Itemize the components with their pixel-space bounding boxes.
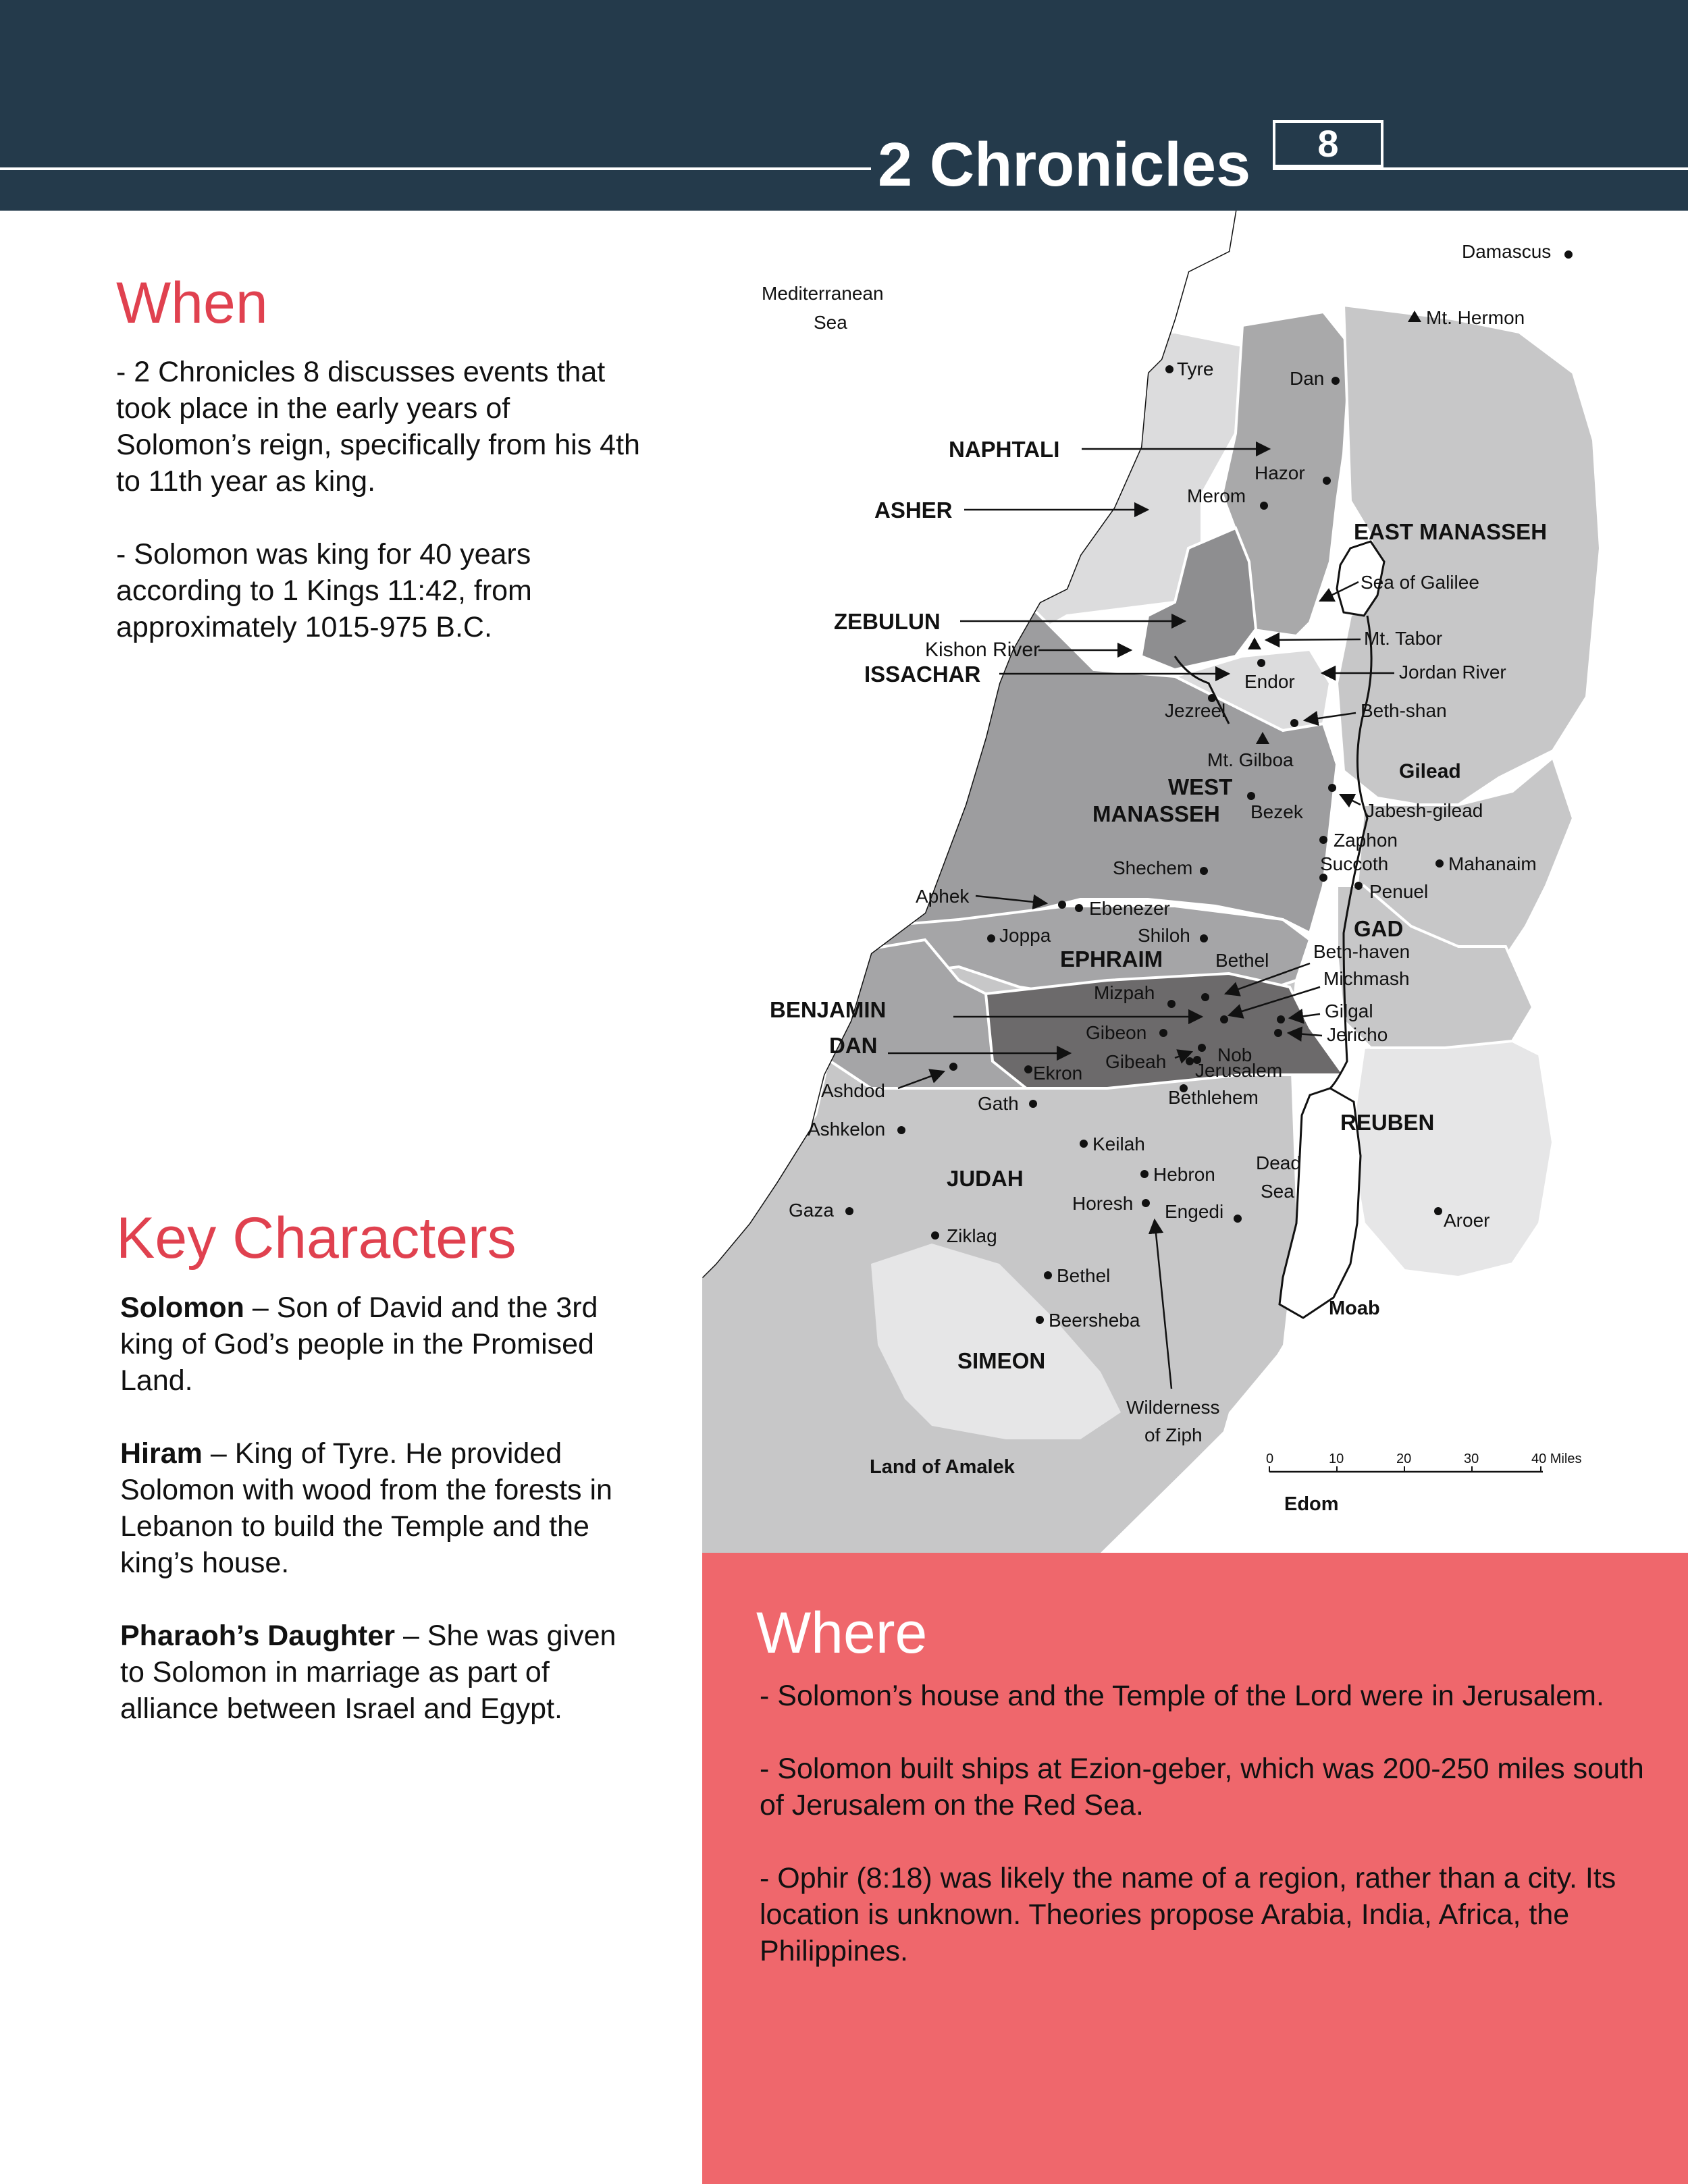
- label-ashkelon: Ashkelon: [808, 1119, 886, 1140]
- label-west-manasseh-2: MANASSEH: [1092, 801, 1220, 826]
- dot-aphek: [1058, 901, 1066, 909]
- where-paragraph: - Solomon’s house and the Temple of the Lord were in Jerusalem.: [760, 1680, 1604, 1712]
- label-dead-sea-1: Dead: [1256, 1152, 1301, 1173]
- label-mt-gilboa: Mt. Gilboa: [1207, 749, 1294, 770]
- label-beersheba: Beersheba: [1049, 1310, 1140, 1331]
- dot-hazor: [1323, 477, 1331, 485]
- label-shechem: Shechem: [1113, 857, 1193, 878]
- dot-bethel-south: [1044, 1271, 1052, 1279]
- label-bethel: Bethel: [1215, 950, 1269, 971]
- label-engedi: Engedi: [1165, 1201, 1224, 1222]
- label-dan: DAN: [829, 1033, 878, 1058]
- label-jericho: Jericho: [1327, 1024, 1388, 1045]
- label-gilgal: Gilgal: [1325, 1001, 1373, 1021]
- scale-label: 40 Miles: [1531, 1451, 1582, 1466]
- dot-ziklag: [931, 1231, 939, 1240]
- dot-ashdod: [949, 1063, 957, 1071]
- dot-mizpah: [1167, 1000, 1176, 1008]
- dot-gath: [1029, 1100, 1037, 1108]
- label-mt-hermon: Mt. Hermon: [1426, 307, 1525, 328]
- label-gilead: Gilead: [1399, 760, 1461, 782]
- character-desc: – King of Tyre. He provided Solomon with wood from the forests in Lebanon to build the Temple and the king’s house.: [120, 1437, 612, 1579]
- scale-label: 0: [1266, 1451, 1274, 1466]
- when-paragraph: - 2 Chronicles 8 discusses events that took place in the early years of Solomon’s reign, specifically from his 4th to 11th year as king.: [116, 356, 640, 498]
- key-characters-heading: Key Characters: [116, 1206, 517, 1271]
- dot-bezek: [1247, 792, 1255, 800]
- dot-nob: [1198, 1044, 1206, 1052]
- label-mizpah: Mizpah: [1094, 982, 1155, 1003]
- label-edom: Edom: [1284, 1493, 1339, 1515]
- label-penuel: Penuel: [1369, 881, 1429, 902]
- dot-bethel: [1201, 993, 1209, 1001]
- where-text: [760, 1678, 1644, 2006]
- label-mahanaim: Mahanaim: [1448, 853, 1537, 874]
- label-horesh: Horesh: [1072, 1193, 1134, 1214]
- dot-dan-city: [1331, 377, 1340, 385]
- label-dan-city: Dan: [1290, 368, 1325, 389]
- label-naphtali: NAPHTALI: [949, 437, 1060, 462]
- label-gath: Gath: [978, 1093, 1019, 1114]
- label-west-manasseh-1: WEST: [1168, 774, 1233, 799]
- header-rule-right: [1273, 167, 1688, 170]
- when-paragraph: - Solomon was king for 40 years according to 1 Kings 11:42, from approximately 1015-975 B.C.: [116, 538, 532, 643]
- label-bethel-south: Bethel: [1057, 1265, 1111, 1286]
- label-asher: ASHER: [874, 498, 953, 523]
- label-bethlehem: Bethlehem: [1168, 1087, 1259, 1108]
- when-text: [116, 354, 643, 682]
- label-of-ziph: of Ziph: [1144, 1424, 1203, 1445]
- dot-hebron: [1140, 1170, 1149, 1178]
- character-desc: – She was given to Solomon in marriage as part of alliance between Israel and Egypt.: [120, 1620, 616, 1725]
- label-keilah: Keilah: [1092, 1134, 1145, 1154]
- label-issachar: ISSACHAR: [864, 662, 981, 687]
- character-item: [120, 1289, 647, 1399]
- label-mt-tabor: Mt. Tabor: [1364, 628, 1443, 649]
- dot-ebenezer: [1075, 904, 1083, 912]
- tribal-territories-map: [702, 211, 1688, 1553]
- label-tyre: Tyre: [1177, 358, 1214, 379]
- scale-label: 10: [1329, 1451, 1344, 1466]
- label-ashdod: Ashdod: [821, 1080, 885, 1101]
- label-mediterranean: Mediterranean: [762, 283, 884, 304]
- dot-zaphon: [1319, 836, 1327, 844]
- label-jabesh-gilead: Jabesh-gilead: [1365, 800, 1483, 821]
- label-zebulun: ZEBULUN: [834, 609, 941, 634]
- label-gibeah: Gibeah: [1105, 1051, 1167, 1072]
- label-shiloh: Shiloh: [1138, 925, 1190, 946]
- label-hazor: Hazor: [1255, 462, 1305, 483]
- territory-reuben: [1350, 1034, 1553, 1277]
- label-simeon: SIMEON: [957, 1348, 1046, 1373]
- label-beth-shan: Beth-shan: [1361, 700, 1447, 721]
- where-paragraph: - Solomon built ships at Ezion-geber, which was 200-250 miles south of Jerusalem on the Red Sea.: [760, 1753, 1644, 1821]
- label-land-of-amalek: Land of Amalek: [870, 1456, 1015, 1478]
- character-item: [120, 1618, 647, 1727]
- label-gaza: Gaza: [789, 1200, 834, 1221]
- arrow-jabesh: [1340, 795, 1361, 805]
- dot-endor: [1257, 659, 1265, 667]
- dot-gibeon: [1159, 1029, 1167, 1037]
- label-benjamin: BENJAMIN: [770, 997, 887, 1022]
- dot-beth-shan: [1290, 719, 1298, 727]
- dot-jerusalem: [1186, 1057, 1194, 1065]
- label-sea: Sea: [814, 312, 847, 333]
- label-kishon-river: Kishon River: [925, 639, 1040, 661]
- page-title: 2 Chronicles: [878, 130, 1251, 199]
- label-aroer: Aroer: [1444, 1210, 1490, 1231]
- label-reuben: REUBEN: [1340, 1110, 1435, 1135]
- label-jordan-river: Jordan River: [1399, 662, 1506, 683]
- dot-shechem: [1200, 867, 1208, 875]
- character-name: Solomon: [120, 1291, 244, 1324]
- dot-jericho: [1274, 1029, 1282, 1037]
- label-dead-sea-2: Sea: [1261, 1181, 1294, 1202]
- dot-jabesh-gilead: [1328, 784, 1336, 792]
- character-desc: – Son of David and the 3rd king of God’s people in the Promised Land.: [120, 1291, 598, 1397]
- dot-engedi: [1234, 1215, 1242, 1223]
- dot-penuel: [1354, 882, 1363, 890]
- label-michmash: Michmash: [1323, 968, 1410, 989]
- label-wilderness: Wilderness: [1126, 1397, 1220, 1418]
- character-name: Hiram: [120, 1437, 203, 1470]
- label-sea-of-galilee: Sea of Galilee: [1361, 572, 1479, 593]
- scale-label: 30: [1464, 1451, 1479, 1466]
- label-joppa: Joppa: [999, 925, 1051, 946]
- chapter-number-box: 8: [1273, 120, 1383, 167]
- dot-keilah: [1080, 1140, 1088, 1148]
- scale-label: 20: [1396, 1451, 1412, 1466]
- label-moab: Moab: [1329, 1298, 1380, 1319]
- label-ephraim: EPHRAIM: [1060, 947, 1163, 971]
- label-endor: Endor: [1244, 671, 1295, 692]
- label-bezek: Bezek: [1250, 801, 1303, 822]
- label-ziklag: Ziklag: [947, 1225, 997, 1246]
- label-succoth: Succoth: [1320, 853, 1389, 874]
- label-zaphon: Zaphon: [1334, 830, 1398, 851]
- label-aphek: Aphek: [916, 886, 970, 907]
- dot-ekron: [1024, 1065, 1032, 1073]
- dot-merom: [1260, 502, 1268, 510]
- header-rule-left: [0, 167, 871, 170]
- dot-ashkelon: [897, 1126, 905, 1134]
- dot-succoth: [1319, 874, 1327, 882]
- label-ebenezer: Ebenezer: [1089, 898, 1170, 919]
- dot-joppa: [987, 934, 995, 942]
- dot-damascus: [1564, 250, 1573, 259]
- dot-tyre: [1165, 365, 1173, 373]
- where-panel: [702, 1553, 1688, 2184]
- label-nob: Nob: [1217, 1044, 1252, 1065]
- key-characters-list: [120, 1289, 647, 1763]
- label-jezreel: Jezreel: [1165, 700, 1226, 721]
- dot-michmash: [1220, 1015, 1228, 1023]
- label-merom: Merom: [1187, 485, 1246, 506]
- label-hebron: Hebron: [1153, 1164, 1215, 1185]
- label-gibeon: Gibeon: [1086, 1022, 1147, 1043]
- label-beth-haven: Beth-haven: [1313, 941, 1410, 962]
- dot-horesh: [1142, 1199, 1150, 1207]
- header-bar: [0, 0, 1688, 211]
- when-heading: When: [116, 271, 268, 336]
- label-damascus: Damascus: [1462, 241, 1552, 262]
- label-gad: GAD: [1354, 916, 1404, 941]
- where-heading: Where: [756, 1601, 928, 1666]
- label-ekron: Ekron: [1033, 1063, 1083, 1084]
- dot-gilgal: [1277, 1015, 1285, 1023]
- dot-beersheba: [1036, 1316, 1044, 1324]
- dot-shiloh: [1200, 934, 1208, 942]
- label-jerusalem: Jerusalem: [1195, 1060, 1283, 1081]
- where-paragraph: - Ophir (8:18) was likely the name of a region, rather than a city. Its location is unknown. Theories propose Arabia, India, Africa, the Philippines.: [760, 1862, 1616, 1967]
- dot-mahanaim: [1435, 859, 1444, 868]
- dot-gaza: [845, 1207, 853, 1215]
- character-item: [120, 1435, 647, 1581]
- label-east-manasseh: EAST MANASSEH: [1354, 519, 1548, 544]
- dot-aroer: [1434, 1207, 1442, 1215]
- label-judah: JUDAH: [947, 1166, 1024, 1191]
- character-name: Pharaoh’s Daughter: [120, 1620, 395, 1652]
- arrow-mt-tabor: [1266, 639, 1361, 640]
